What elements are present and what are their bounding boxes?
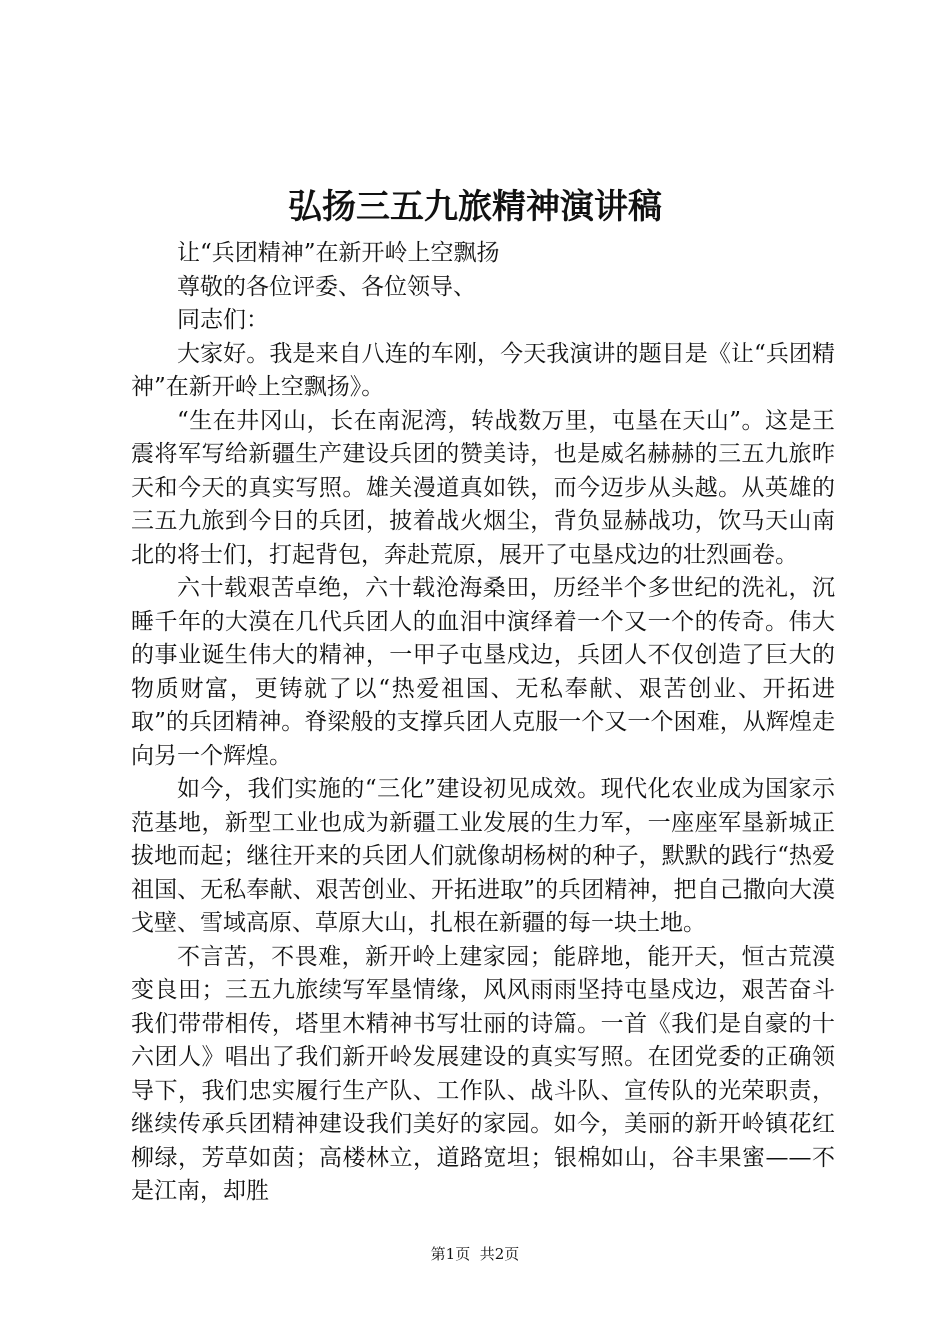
paragraph-present: 如今，我们实施的“三化”建设初见成效。现代化农业成为国家示范基地，新型工业也成为新疆工业发展的生力军，一座座军垦新城正拔地而起；继往开来的兵团人们就像胡杨树的种子，默默的践行“热爱祖国、无私奉献、艰苦创业、开拓进取”的兵团精神，把自己撒向大漠戈壁、雪域高原、草原大山，扎根在新疆的每一块土地。 [131,776,835,936]
paragraph-homeland: 不言苦，不畏难，新开岭上建家园；能辟地，能开天，恒古荒漠变良田；三五九旅续写军垦情缘，风风雨雨坚持屯垦戍边，艰苦奋斗我们带带相传，塔里木精神书写壮丽的诗篇。一首《我们是自豪的十六团人》唱出了我们新开岭发展建设的真实写照。在团党委的正确领导下，我们忠实履行生产队、工作队、战斗队、宣传队的光荣职责，继续传承兵团精神建设我们美好的家园。如今，美丽的新开岭镇花红柳绿，芳草如茵；高楼林立，道路宽坦；银棉如山，谷丰果蜜——不是江南，却胜 [131,943,835,1204]
page-footer [0,1242,950,1266]
paragraph-history: 六十载艰苦卓绝，六十载沧海桑田，历经半个多世纪的洗礼，沉睡千年的大漠在几代兵团人的血泪中演绎着一个又一个的传奇。伟大的事业诞生伟大的精神，一甲子屯垦戍边，兵团人不仅创造了巨大的物质财富，更铸就了以“热爱祖国、无私奉献、艰苦创业、开拓进取”的兵团精神。脊梁般的支撑兵团人克服一个又一个困难，从辉煌走向另一个辉煌。 [131,575,835,769]
paragraph-subtitle: 让“兵团精神”在新开岭上空飘扬 [177,240,500,266]
document-body [131,237,835,1209]
paragraph-salutation-cont: 同志们： [177,307,269,333]
document-title: 弘扬三五九旅精神演讲稿 [288,187,662,227]
paragraph-salutation: 尊敬的各位评委、各位领导、 [177,273,476,300]
page-total: 共2页 [479,1245,520,1263]
paragraph-intro: 大家好。我是来自八连的车刚，今天我演讲的题目是《让“兵团精神”在新开岭上空飘扬》。 [131,340,835,400]
paragraph-poem: “生在井冈山，长在南泥湾，转战数万里，屯垦在天山”。这是王震将军写给新疆生产建设兵团的赞美诗，也是威名赫赫的三五九旅昨天和今天的真实写照。雄关漫道真如铁，而今迈步从头越。从英雄的三五九旅到今日的兵团，披着战火烟尘，背负显赫战功，饮马天山南北的将士们，打起背包，奔赴荒原，展开了屯垦戍边的壮烈画卷。 [131,407,835,568]
page-number: 第1页 [430,1245,471,1263]
